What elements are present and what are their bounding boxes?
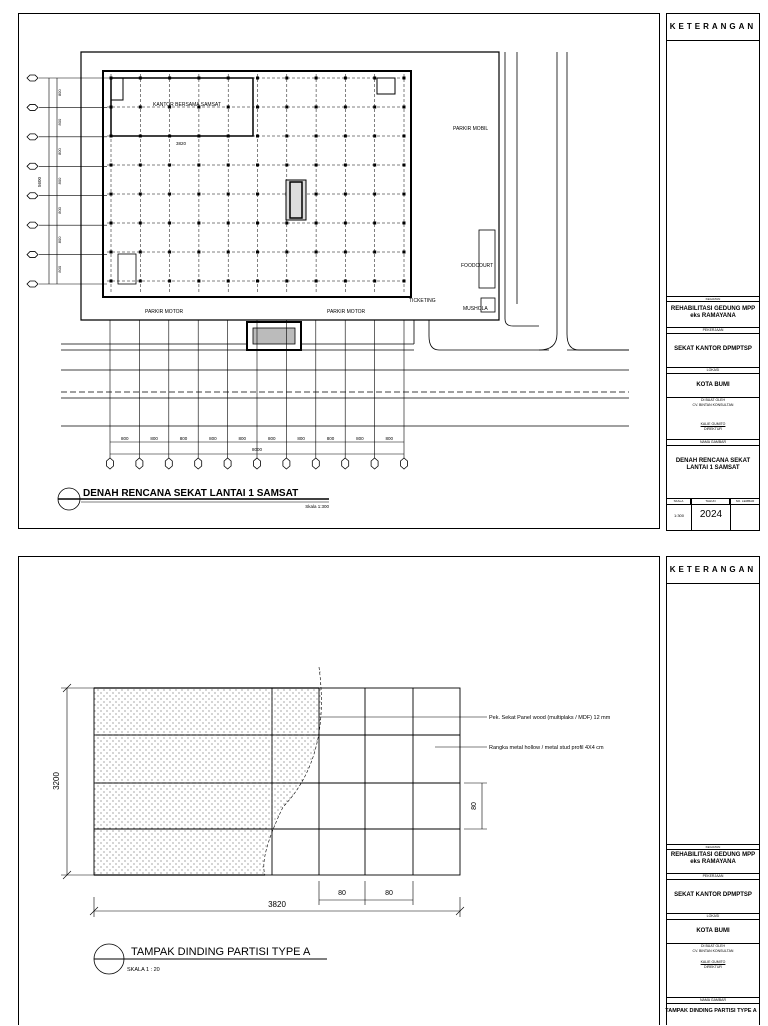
label-parkir-motor-right: PARKIR MOTOR (327, 309, 366, 315)
grid-marker (254, 458, 261, 469)
side-dim-label: 800 (57, 236, 62, 244)
tb1-gambar: DENAH RENCANA SEKAT LANTAI 1 SAMSAT (675, 458, 751, 471)
label-dim-total-h: 8000 (251, 447, 263, 452)
tb1-lokasi-label: LOKASI (706, 368, 720, 372)
side-dim-label: 800 (57, 148, 62, 155)
title-block-header-2: KETERANGAN (667, 557, 759, 584)
grid-marker (371, 458, 378, 469)
dim-grid-v: 80 (471, 802, 478, 810)
tb1-dibuat-label: DI BUAT OLEH (701, 398, 725, 402)
bottom-dim-label: 800 (385, 436, 394, 441)
bottom-dim-label: 800 (209, 436, 217, 441)
partition-elevation-drawing (19, 557, 659, 1025)
tb1-lembar-label: NO. LEMBAR (731, 499, 759, 505)
tb1-gambar-label: NAMA GAMBAR (699, 440, 727, 444)
side-dim-label: 800 (57, 207, 62, 214)
grid-marker (224, 458, 231, 469)
tb2-pekerjaan-label: PEKERJAAN (702, 874, 724, 878)
tb2-lokasi-label: LOKASI (706, 914, 720, 918)
grid-marker (27, 252, 38, 258)
bottom-dim-label: 800 (356, 436, 364, 441)
label-mushola: MUSHOLA (463, 306, 488, 312)
label-parkir-mobil: PARKIR MOBIL (453, 126, 489, 132)
tb1-kegiatan-label: KEGIATAN (705, 297, 721, 301)
grid-marker (136, 458, 143, 469)
label-ticketing: TICKETING (409, 298, 436, 304)
tb1-kegiatan: REHABILITASI GEDUNG MPP eks RAMAYANA (670, 306, 756, 319)
bottom-dim-label: 800 (238, 436, 247, 441)
bottom-dim-label: 800 (297, 436, 305, 441)
tb2-gambar-label: NAMA GAMBAR (699, 998, 727, 1002)
tb1-skala-label: SKALA (667, 499, 691, 505)
bottom-dim-label: 800 (179, 436, 188, 441)
side-dim-label: 800 (57, 89, 62, 97)
bottom-dim-label: 800 (120, 436, 129, 441)
sheet-1-drawing-frame (18, 13, 660, 529)
grid-marker (165, 458, 172, 469)
grid-marker (27, 193, 38, 199)
dim-grid-h2: 80 (385, 890, 393, 897)
tb1-person-role: DIREKTUR (704, 427, 722, 431)
grid-marker (195, 458, 202, 469)
floor-plan-drawing (19, 14, 659, 528)
grid-marker (27, 222, 38, 228)
tb1-person: KALIE GUMITO (700, 422, 726, 426)
label-parkir-motor-left: PARKIR MOTOR (145, 309, 184, 315)
tb2-person: KALIE GUMITO (700, 960, 726, 964)
grid-marker (27, 104, 38, 110)
label-kantor: KANTOR BERSAMA SAMSAT (153, 102, 221, 108)
tb1-skala: 1:300 (673, 513, 684, 518)
label-panel: Pek. Sekat Panel wood (multiplaks / MDF) 12 mm (489, 715, 611, 721)
tb2-kegiatan: REHABILITASI GEDUNG MPP eks RAMAYANA (670, 852, 756, 865)
dim-width: 3820 (268, 900, 286, 909)
tb2-pekerjaan: SEKAT KANTOR DPMPTSP (674, 892, 752, 898)
tb1-tahun: 2024 (699, 509, 723, 520)
label-frame: Rangka metal hollow / metal stud profil 4X4 cm (489, 745, 604, 751)
bottom-dim-label: 800 (267, 436, 276, 441)
grid-marker (27, 134, 38, 140)
drawing-scale-2: SKALA 1 : 20 (127, 967, 160, 973)
drawing-title-1: DENAH RENCANA SEKAT LANTAI 1 SAMSAT (83, 488, 299, 499)
tb1-lokasi: KOTA BUMI (696, 382, 730, 388)
label-foodcourt: FOODCOURT (461, 263, 494, 269)
grid-marker (27, 75, 38, 81)
side-dim-label: 800 (57, 118, 62, 126)
drawing-scale-1: Skala 1:300 (305, 504, 329, 509)
tb2-dibuat: CV. BINTAN KONSULTAN (692, 949, 734, 953)
tb1-pekerjaan: SEKAT KANTOR DPMPTSP (674, 346, 752, 352)
tb2-dibuat-label: DI BUAT OLEH (701, 944, 725, 948)
tb1-pekerjaan-label: PEKERJAAN (702, 328, 724, 332)
tb2-person-role: DIREKTUR (704, 965, 722, 969)
bottom-dim-label: 800 (150, 436, 158, 441)
tb2-gambar: TAMPAK DINDING PARTISI TYPE A (665, 1008, 757, 1014)
bottom-dim-label: 800 (326, 436, 335, 441)
sheet-2-drawing-frame (18, 556, 660, 1025)
dim-grid-h1: 80 (338, 890, 346, 897)
title-block-1 (666, 13, 760, 531)
tb1-dibuat: CV. BINTAN KONSULTAN (692, 403, 734, 407)
tb2-lokasi: KOTA BUMI (696, 928, 730, 934)
title-block-2 (666, 556, 760, 1025)
grid-marker (283, 458, 290, 469)
dim-height: 3200 (52, 772, 61, 790)
side-dim-label: 800 (57, 177, 62, 185)
label-dim-inner: 3820 (175, 141, 187, 146)
grid-marker (401, 458, 408, 469)
grid-marker (27, 163, 38, 169)
grid-marker (342, 458, 349, 469)
grid-marker (312, 458, 319, 469)
title-block-header: KETERANGAN (667, 14, 759, 41)
label-dim-total-v: 5600 (37, 176, 42, 188)
tb1-tahun-label: TAHUN (692, 499, 730, 505)
tb2-kegiatan-label: KEGIATAN (705, 845, 721, 849)
drawing-title-2: TAMPAK DINDING PARTISI TYPE A (131, 946, 311, 958)
grid-marker (107, 458, 114, 469)
side-dim-label: 800 (57, 265, 62, 273)
grid-marker (27, 281, 38, 287)
